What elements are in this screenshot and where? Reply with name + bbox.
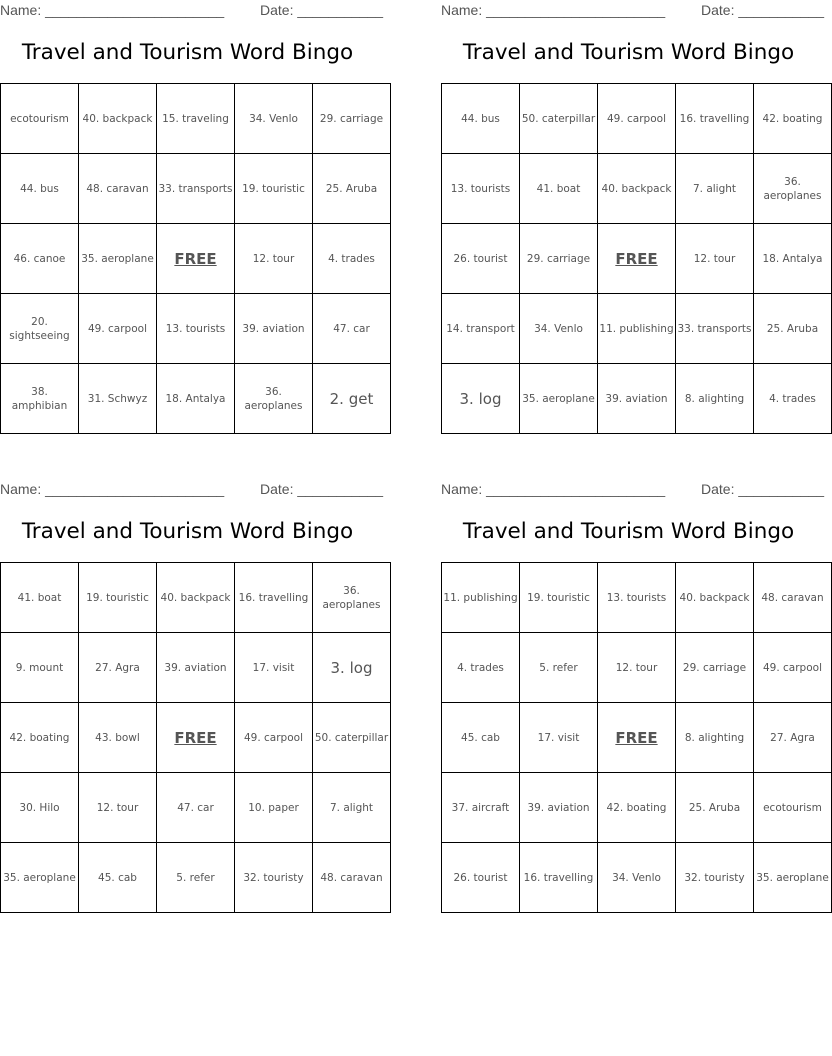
bingo-cell: ecotourism (754, 773, 832, 843)
bingo-cell: 50. caterpillar (313, 703, 391, 773)
bingo-cell: 36. aeroplanes (235, 364, 313, 434)
bingo-cell: 44. bus (442, 84, 520, 154)
bingo-cell: 47. car (313, 294, 391, 364)
bingo-cell: ecotourism (1, 84, 79, 154)
bingo-cell: 5. refer (157, 843, 235, 913)
bingo-cell: 16. travelling (520, 843, 598, 913)
date-field-label: Date: ___________ (260, 2, 383, 18)
grid-row (1, 843, 391, 913)
bingo-cell: 29. carriage (313, 84, 391, 154)
bingo-cell: 17. visit (235, 633, 313, 703)
bingo-cell: 39. aviation (235, 294, 313, 364)
bingo-cell: 35. aeroplane (520, 364, 598, 434)
grid-row (442, 84, 832, 154)
card-title: Travel and Tourism Word Bingo (462, 519, 795, 544)
bingo-cell: 12. tour (676, 224, 754, 294)
bingo-cell: 46. canoe (1, 224, 79, 294)
card-title: Travel and Tourism Word Bingo (21, 519, 354, 544)
free-space-cell: FREE (157, 703, 235, 773)
bingo-cell: 45. cab (442, 703, 520, 773)
bingo-cell: 35. aeroplane (1, 843, 79, 913)
bingo-cell: 50. caterpillar (520, 84, 598, 154)
card-title: Travel and Tourism Word Bingo (21, 40, 354, 65)
grid-row (442, 294, 832, 364)
bingo-cell: 9. mount (1, 633, 79, 703)
grid-row (1, 703, 391, 773)
bingo-cell: 35. aeroplane (754, 843, 832, 913)
name-date-line (441, 479, 824, 501)
date-field-label: Date: ___________ (701, 481, 824, 497)
bingo-cell: 25. Aruba (754, 294, 832, 364)
bingo-cell: 13. tourists (157, 294, 235, 364)
bingo-cell: 18. Antalya (157, 364, 235, 434)
bingo-cell: 48. caravan (79, 154, 157, 224)
bingo-cell: 36. aeroplanes (313, 563, 391, 633)
name-date-line (441, 0, 824, 22)
bingo-cell: 7. alight (313, 773, 391, 843)
bingo-cell: 27. Agra (79, 633, 157, 703)
bingo-cell: 41. boat (1, 563, 79, 633)
name-field-label: Name: _______________________ (0, 481, 225, 497)
card-title: Travel and Tourism Word Bingo (462, 40, 795, 65)
bingo-cell: 29. carriage (520, 224, 598, 294)
free-space-cell: FREE (598, 703, 676, 773)
bingo-cell: 36. aeroplanes (754, 154, 832, 224)
grid-row (442, 224, 832, 294)
bingo-cell: 7. alight (676, 154, 754, 224)
bingo-cell: 31. Schwyz (79, 364, 157, 434)
bingo-cell: 43. bowl (79, 703, 157, 773)
grid-row (442, 633, 832, 703)
grid-row (1, 154, 391, 224)
bingo-cell: 25. Aruba (676, 773, 754, 843)
bingo-grid (441, 83, 832, 434)
bingo-cell: 34. Venlo (235, 84, 313, 154)
grid-row (1, 224, 391, 294)
grid-row (442, 563, 832, 633)
bingo-cell: 41. boat (520, 154, 598, 224)
date-field-label: Date: ___________ (260, 481, 383, 497)
bingo-cell: 19. touristic (520, 563, 598, 633)
bingo-cell: 13. tourists (442, 154, 520, 224)
bingo-cell: 42. boating (598, 773, 676, 843)
bingo-cell: 25. Aruba (313, 154, 391, 224)
bingo-grid (0, 83, 391, 434)
date-field-label: Date: ___________ (701, 2, 824, 18)
bingo-cell: 29. carriage (676, 633, 754, 703)
bingo-cell: 11. publishing (442, 563, 520, 633)
bingo-cell: 2. get (313, 364, 391, 434)
bingo-cell: 3. log (313, 633, 391, 703)
bingo-cell: 16. travelling (235, 563, 313, 633)
bingo-grid (0, 562, 391, 913)
bingo-cell: 32. touristy (676, 843, 754, 913)
bingo-cell: 12. tour (79, 773, 157, 843)
bingo-cell: 5. refer (520, 633, 598, 703)
bingo-cell: 48. caravan (754, 563, 832, 633)
grid-row (1, 773, 391, 843)
grid-row (1, 294, 391, 364)
bingo-cell: 40. backpack (676, 563, 754, 633)
bingo-cell: 8. alighting (676, 364, 754, 434)
bingo-cell: 39. aviation (157, 633, 235, 703)
bingo-cell: 11. publishing (598, 294, 676, 364)
bingo-cell: 47. car (157, 773, 235, 843)
bingo-cell: 49. carpool (754, 633, 832, 703)
bingo-cell: 33. transports (157, 154, 235, 224)
bingo-cell: 19. touristic (79, 563, 157, 633)
name-field-label: Name: _______________________ (0, 2, 225, 18)
bingo-cell: 12. tour (235, 224, 313, 294)
name-field-label: Name: _______________________ (441, 2, 666, 18)
bingo-cell: 4. trades (442, 633, 520, 703)
name-date-line (0, 479, 383, 501)
bingo-cell: 49. carpool (235, 703, 313, 773)
bingo-cell: 42. boating (754, 84, 832, 154)
bingo-cell: 12. tour (598, 633, 676, 703)
bingo-cell: 20. sightseeing (1, 294, 79, 364)
grid-row (1, 563, 391, 633)
bingo-cell: 26. tourist (442, 224, 520, 294)
bingo-cell: 16. travelling (676, 84, 754, 154)
bingo-cell: 17. visit (520, 703, 598, 773)
bingo-cell: 44. bus (1, 154, 79, 224)
bingo-cell: 18. Antalya (754, 224, 832, 294)
bingo-cell: 10. paper (235, 773, 313, 843)
bingo-cell: 14. transport (442, 294, 520, 364)
bingo-cell: 15. traveling (157, 84, 235, 154)
bingo-cell: 40. backpack (157, 563, 235, 633)
bingo-grid (441, 562, 832, 913)
name-field-label: Name: _______________________ (441, 481, 666, 497)
grid-row (442, 773, 832, 843)
bingo-cell: 37. aircraft (442, 773, 520, 843)
grid-row (442, 364, 832, 434)
grid-row (1, 364, 391, 434)
bingo-cell: 49. carpool (598, 84, 676, 154)
bingo-cell: 13. tourists (598, 563, 676, 633)
bingo-cell: 33. transports (676, 294, 754, 364)
bingo-cell: 3. log (442, 364, 520, 434)
grid-row (442, 154, 832, 224)
bingo-cell: 42. boating (1, 703, 79, 773)
grid-row (442, 703, 832, 773)
bingo-cell: 35. aeroplane (79, 224, 157, 294)
bingo-cell: 34. Venlo (520, 294, 598, 364)
bingo-cell: 49. carpool (79, 294, 157, 364)
bingo-cell: 40. backpack (598, 154, 676, 224)
bingo-cell: 38. amphibian (1, 364, 79, 434)
bingo-cell: 34. Venlo (598, 843, 676, 913)
grid-row (1, 633, 391, 703)
bingo-cell: 48. caravan (313, 843, 391, 913)
bingo-cell: 45. cab (79, 843, 157, 913)
bingo-cell: 8. alighting (676, 703, 754, 773)
bingo-cell: 40. backpack (79, 84, 157, 154)
name-date-line (0, 0, 383, 22)
bingo-cell: 26. tourist (442, 843, 520, 913)
bingo-cell: 39. aviation (598, 364, 676, 434)
bingo-cell: 4. trades (313, 224, 391, 294)
bingo-cell: 19. touristic (235, 154, 313, 224)
grid-row (442, 843, 832, 913)
bingo-cell: 32. touristy (235, 843, 313, 913)
grid-row (1, 84, 391, 154)
bingo-cell: 27. Agra (754, 703, 832, 773)
free-space-cell: FREE (157, 224, 235, 294)
bingo-cell: 39. aviation (520, 773, 598, 843)
free-space-cell: FREE (598, 224, 676, 294)
bingo-cell: 30. Hilo (1, 773, 79, 843)
bingo-cell: 4. trades (754, 364, 832, 434)
